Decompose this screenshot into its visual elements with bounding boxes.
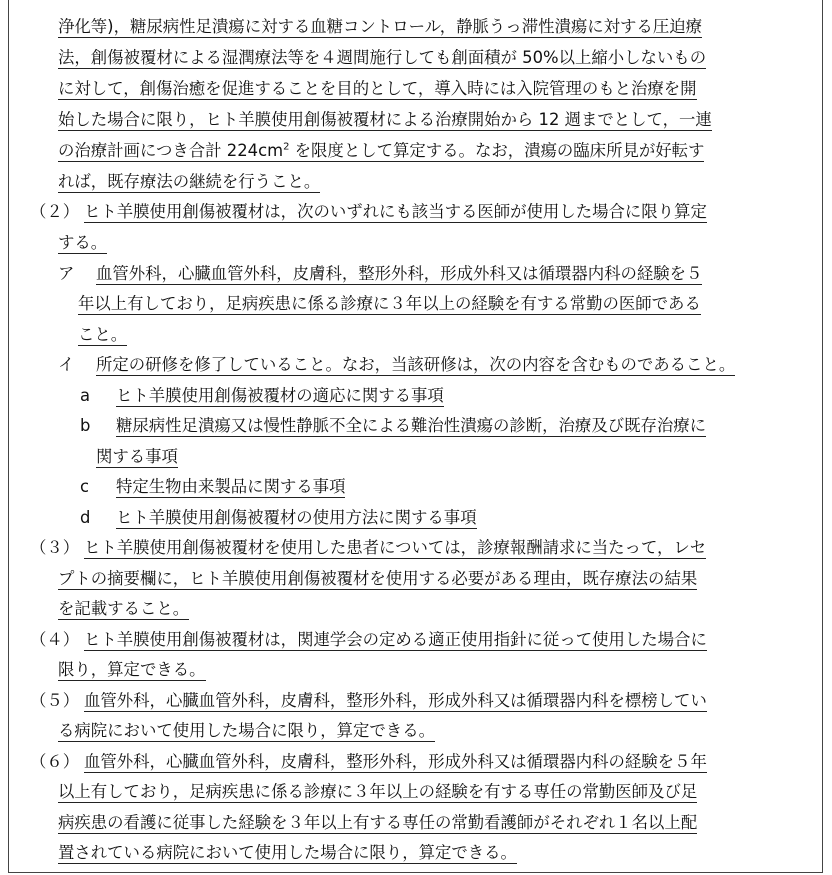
- item-label: （２）: [30, 202, 80, 221]
- text-line: 血管外科，心臓血管外科，皮膚科，整形外科，形成外科又は循環器内科の経験を５: [96, 264, 703, 283]
- item-label: d: [80, 508, 91, 527]
- text-line: 始した場合に限り，ヒト羊膜使用創傷被覆材による治療開始から 12 週までとして，一連: [58, 110, 712, 129]
- text-line: ヒト羊膜使用創傷被覆材は，関連学会の定める適正使用指針に従って使用した場合に: [84, 630, 707, 649]
- text-line: 血管外科，心臓血管外科，皮膚科，整形外科，形成外科又は循環器内科を標榜してい: [84, 691, 707, 710]
- text-line: る病院において使用した場合に限り，算定できる。: [58, 721, 435, 740]
- text-line: 特定生物由来製品に関する事項: [116, 477, 346, 496]
- text-line: ヒト羊膜使用創傷被覆材の適応に関する事項: [116, 386, 444, 405]
- text-line: 関する事項: [96, 447, 178, 466]
- text-line: 以上有しており，足病疾患に係る診療に３年以上の経験を有する専任の常勤医師及び足: [58, 782, 698, 801]
- text-line: 糖尿病性足潰瘍又は慢性静脈不全による難治性潰瘍の診断，治療及び既存治療に: [116, 416, 707, 435]
- text-segment: を限度として算定する。なお，潰瘍の臨床所見が好転す: [289, 141, 705, 160]
- text-line: 置されている病院において使用した場合に限り，算定できる。: [58, 843, 517, 862]
- text-line: れば，既存療法の継続を行うこと。: [58, 172, 321, 191]
- text-line: を記載すること。: [58, 599, 190, 618]
- text-line: こと。: [78, 325, 128, 344]
- item-label: a: [80, 386, 91, 405]
- text-line: 年以上有しており，足病疾患に係る診療に３年以上の経験を有する常勤の医師である: [78, 294, 701, 313]
- item-label: （３）: [30, 538, 80, 557]
- superscript: 2: [283, 141, 290, 153]
- item-label: b: [80, 416, 91, 435]
- text-line: 浄化等)，糖尿病性足潰瘍に対する血糖コントロール，静脈うっ滞性潰瘍に対する圧迫療: [58, 17, 702, 36]
- text-line: ヒト羊膜使用創傷被覆材の使用方法に関する事項: [116, 508, 477, 527]
- item-label: （４）: [30, 630, 80, 649]
- item-label: イ: [58, 355, 75, 374]
- text-line: 病疾患の看護に従事した経験を３年以上有する専任の常勤看護師がそれぞれ１名以上配: [58, 813, 698, 832]
- text-line: 限り，算定できる。: [58, 660, 206, 679]
- item-label: （６）: [30, 752, 80, 771]
- item-label: （５）: [30, 691, 80, 710]
- text-line: ヒト羊膜使用創傷被覆材を使用した患者については，診療報酬請求に当たって，レセ: [84, 538, 707, 557]
- text-line: 法，創傷被覆材による湿潤療法等を４週間施行しても創面積が 50%以上縮小しないもの: [58, 48, 707, 67]
- text-line: に対して，創傷治癒を促進することを目的として，導入時には入院管理のもと治療を開: [58, 79, 697, 98]
- item-label: c: [80, 477, 90, 496]
- text-line: ヒト羊膜使用創傷被覆材は，次のいずれにも該当する医師が使用した場合に限り算定: [84, 202, 707, 221]
- item-label: ア: [58, 264, 75, 283]
- text-segment: の治療計画につき合計 224cm: [58, 141, 284, 160]
- text-line: する。: [58, 233, 108, 252]
- text-line: 所定の研修を修了していること。なお，当該研修は，次の内容を含むものであること。: [96, 355, 736, 374]
- text-line: [58, 136, 818, 166]
- text-line: 血管外科，心臓血管外科，皮膚科，整形外科，形成外科又は循環器内科の経験を５年: [84, 752, 707, 771]
- text-line: プトの摘要欄に，ヒト羊膜使用創傷被覆材を使用する必要がある理由，既存療法の結果: [58, 569, 698, 588]
